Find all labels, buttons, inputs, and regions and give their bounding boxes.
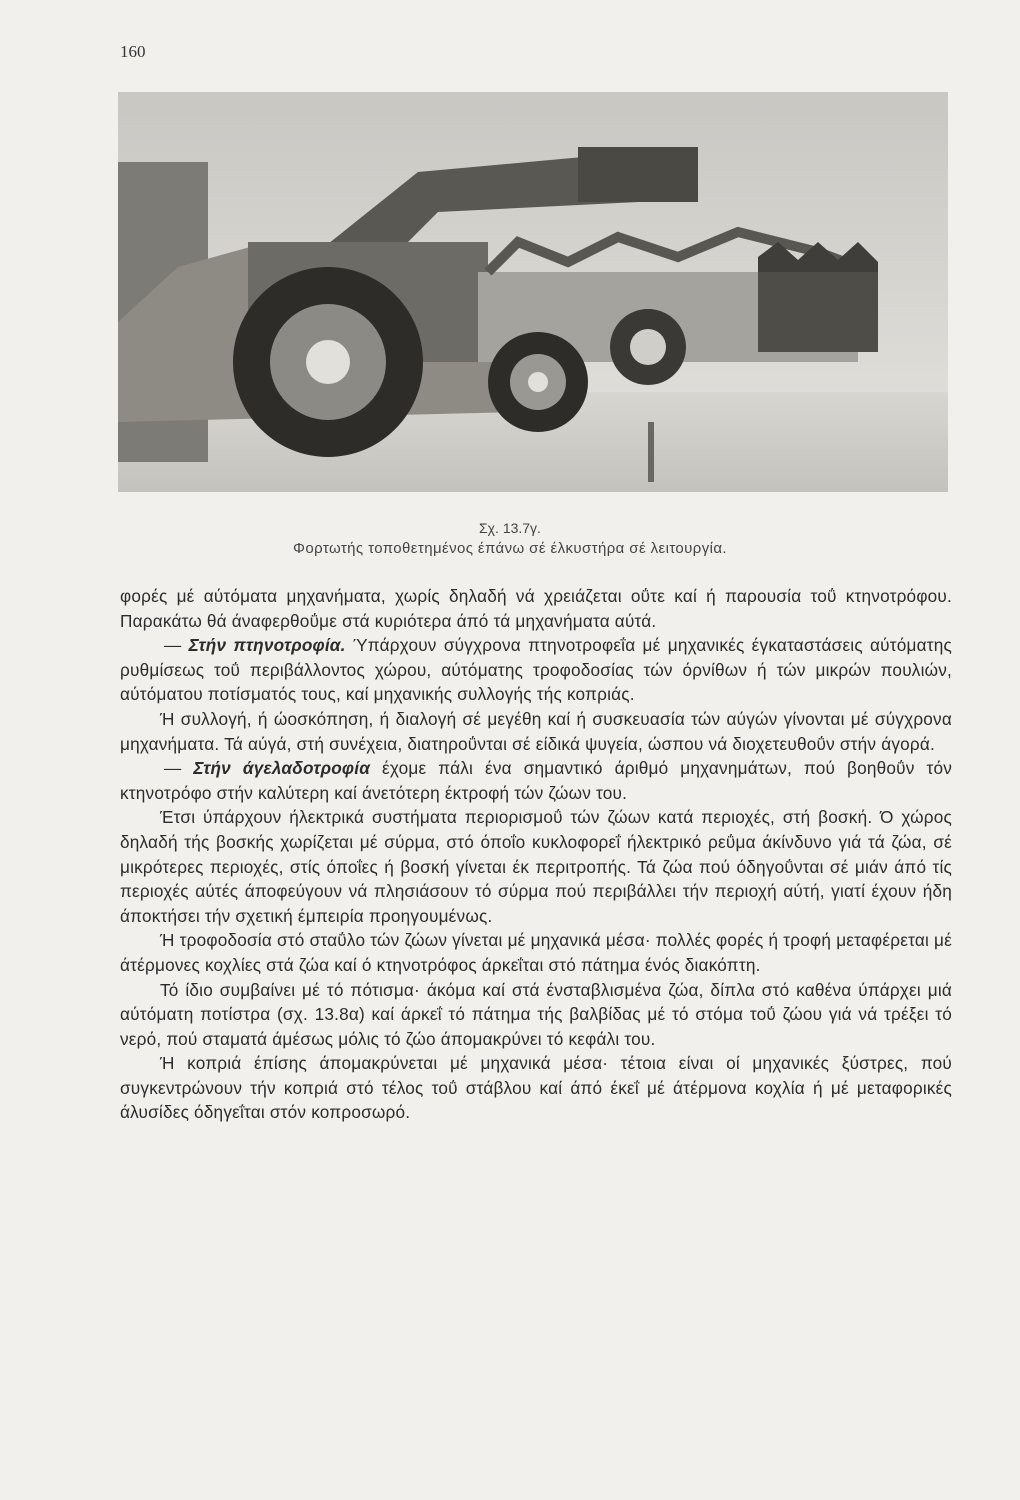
tractor-loader-photo <box>118 92 948 492</box>
paragraph-dash: — <box>164 758 194 779</box>
poultry-text: Ύπάρχουν σύγχρονα πτηνοτροφεΐα μέ μηχανικές έγκαταστάσεις αύτόματης ρυθμίσεως τοΰ περιβάλλοντος χώρου, αύτόματης τροφοδοσίας τών όρνίθων ή τών μικρών πουλιών, αύτόματου ποτίσματός τους, καί μηχανικής συλλογής τής κοπριάς. <box>120 635 952 705</box>
page-number: 160 <box>120 42 146 61</box>
paragraph-poultry <box>120 633 952 707</box>
paragraph-feeding: Ή τροφοδοσία στό σταΰλο τών ζώων γίνεται μέ μηχανικά μέσα· πολλές φορές ή τροφή μεταφέρεται μέ άτέρμονες κοχλίες στά ζώα καί ό κτηνοτρόφος άρκεΐται στό πάτημα ένός διακόπτη. <box>120 930 952 975</box>
poultry-heading: Στήν πτηνοτροφία. <box>188 635 346 656</box>
figure-label: Σχ. 13.7γ. <box>479 520 541 536</box>
loader-bucket <box>578 147 698 202</box>
cattle-text: έχομε πάλι ένα σημαντικό άριθμό μηχανημάτων, πού βοηθοΰν τόν κτηνοτρόφο στήν καλύτερη καί άνετότερη έκτροφή τών ζώων του. <box>120 758 953 803</box>
beater-spikes <box>758 242 878 272</box>
paragraph-dash: — <box>164 635 189 656</box>
paragraph-eggs: Ή συλλογή, ή ώοσκόπηση, ή διαλογή σέ μεγέθη καί ή συσκευασία τών αύγών γίνονται μέ σύγχρονα μηχανήματα. Τά αύγά, στή συνέχεια, διατηροΰνται σέ είδικά ψυγεία, ώσπου νά διοχετευθοΰν στήν άγορά. <box>120 708 952 754</box>
paragraph-cattle <box>120 756 952 805</box>
figure-caption: Φορτωτής τοποθετημένος έπάνω σέ έλκυστήρα σέ λειτουργία. <box>293 540 727 557</box>
beater-frame <box>758 262 878 352</box>
paragraph-1: φορές μέ αύτόματα μηχανήματα, χωρίς δηλαδή νά χρειάζεται οΰτε καί ή παρουσία τοΰ κτηνοτρόφου. Παρακάτω θά άναφερθοΰμε στά κυριότερα άπό τά μηχανήματα αύτά. <box>120 586 952 631</box>
cattle-heading: Στήν άγελαδοτροφία <box>193 758 371 779</box>
body-text <box>120 584 952 1125</box>
paragraph-watering: Τό ίδιο συμβαίνει μέ τό πότισμα· άκόμα καί στά ένσταβλισμένα ζώα, δίπλα στό καθένα ύπάρχει μιά αύτόματη ποτίστρα (σχ. 13.8α) καί άρκεΐ τό πάτημα τής βαλβίδας μέ τό στόμα τοΰ ζώου γιά νά τρέξει τό νερό, πού σταματά άμέσως μόλις τό ζώο άπομακρύνει τό κεφάλι του. <box>120 979 952 1049</box>
paragraph-manure: Ή κοπριά έπίσης άπομακρύνεται μέ μηχανικά μέσα· τέτοια είναι οί μηχανικές ξύστρες, πού συγκεντρώνουν τήν κοπριά στό τέλος τοΰ στάβλου καί άπό έκεΐ μέ άτέρμονα κοχλία ή μέ μεταφορικές άλυσίδες όδηγεΐται στόν κοπροσωρό. <box>120 1053 952 1123</box>
ground-post <box>648 422 654 482</box>
paragraph-electric-fence: Έτσι ύπάρχουν ήλεκτρικά συστήματα περιορισμοΰ τών ζώων κατά περιοχές, στή βοσκή. Ό χώρος δηλαδή τής βοσκής χωρίζεται μέ σύρμα, στό όποΐο κυκλοφορεΐ ήλεκτρικό ρεΰμα άκίνδυνο γιά τά ζώα, σέ μικρότερες περιοχές, στίς όποΐες ή βοσκή γίνεται έκ περιτροπής. Τά ζώα πού όδηγοΰνται σέ μιάν άπό τίς περιοχές αύτές άποφεύγουν νά πλησιάσουν τό σύρμα πού περιβάλλει τήν περιοχή αύτή, γιατί έχουν ήδη άποκτήσει τήν σχετική έμπειρία προηγουμένως. <box>120 807 952 926</box>
